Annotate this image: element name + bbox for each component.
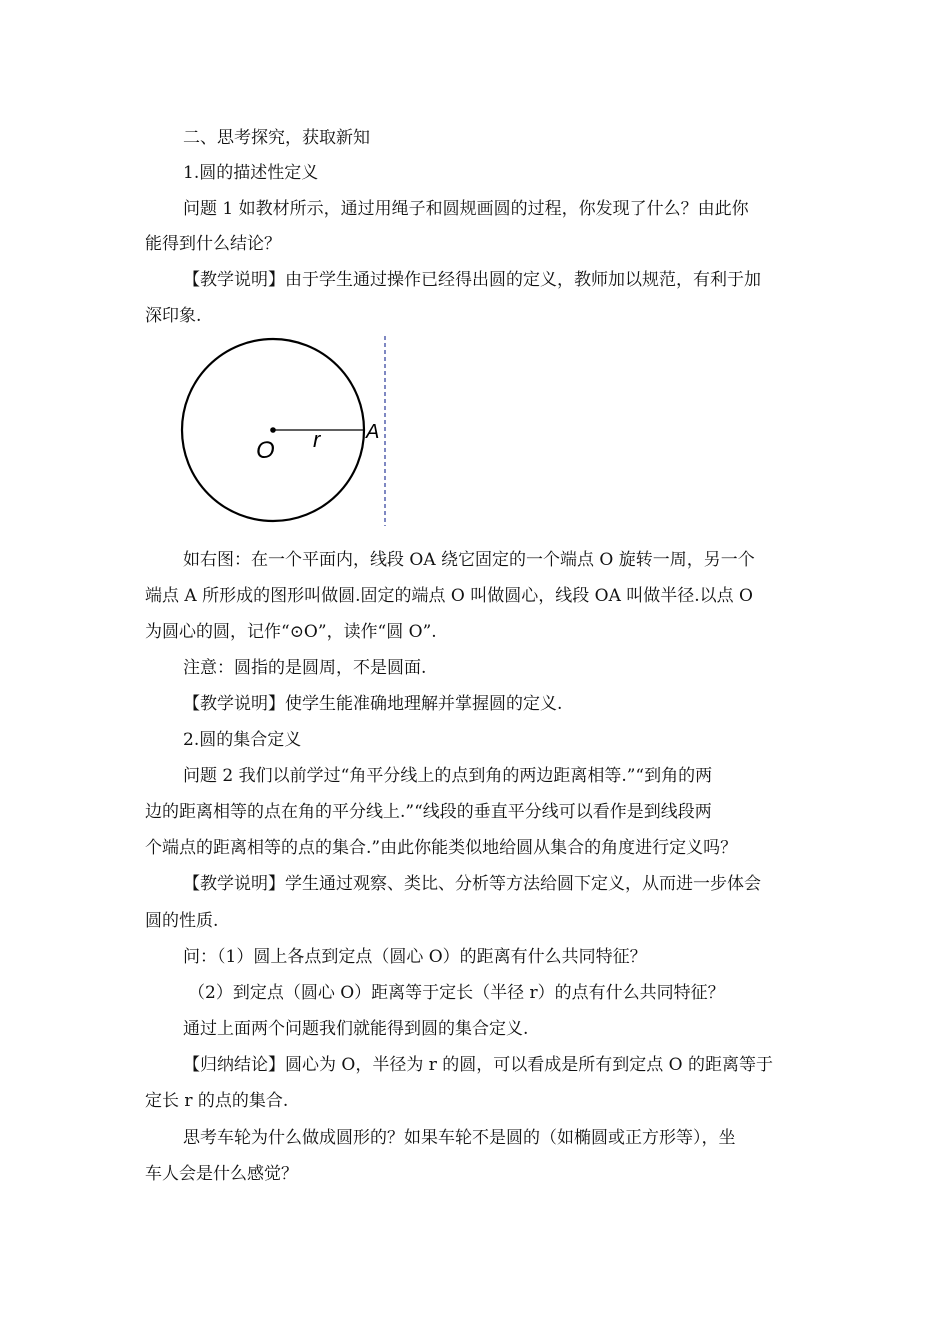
ask-question-1: 问：（1）圆上各点到定点（圆心 O）的距离有什么共同特征？ <box>183 947 647 967</box>
subsection-title-1: 1.圆的描述性定义 <box>183 163 319 183</box>
teaching-note-3-line-2: 圆的性质. <box>145 911 219 931</box>
center-label: O <box>256 437 275 464</box>
think-question-line-1: 思考车轮为什么做成圆形的？如果车轮不是圆的（如椭圆或正方形等），坐 <box>183 1128 736 1148</box>
point-a-label: A <box>366 421 380 443</box>
definition-line-3: 为圆心的圆，记作“⊙O”，读作“圆 O”. <box>145 622 437 642</box>
teaching-note-1-line-2: 深印象. <box>145 306 202 326</box>
teaching-note-2: 【教学说明】使学生能准确地理解并掌握圆的定义. <box>183 694 563 714</box>
question-2-line-2: 边的距离相等的点在角的平分线上.”“线段的垂直平分线可以看作是到线段两 <box>145 802 712 822</box>
think-question-line-2: 车人会是什么感觉？ <box>145 1164 298 1184</box>
question-2-line-3: 个端点的距离相等的点的集合.”由此你能类似地给圆从集合的角度进行定义吗？ <box>145 838 738 858</box>
radius-label: r <box>313 427 321 452</box>
question-1-line-2: 能得到什么结论？ <box>145 234 281 254</box>
summary-line-1: 【归纳结论】圆心为 O，半径为 r 的圆，可以看成是所有到定点 O 的距离等于 <box>183 1055 774 1075</box>
question-1-line-1: 问题 1 如教材所示，通过用绳子和圆规画圆的过程，你发现了什么？由此你 <box>183 199 749 219</box>
teaching-note-3-line-1: 【教学说明】学生通过观察、类比、分析等方法给圆下定义，从而进一步体会 <box>183 874 761 894</box>
subsection-title-2: 2.圆的集合定义 <box>183 730 302 750</box>
caution-text: 注意：圆指的是圆周，不是圆面. <box>183 658 427 678</box>
question-2-line-1: 问题 2 我们以前学过“角平分线上的点到角的两边距离相等.”“到角的两 <box>183 766 713 786</box>
teaching-note-1-line-1: 【教学说明】由于学生通过操作已经得出圆的定义，教师加以规范，有利于加 <box>183 270 761 290</box>
circle-figure <box>170 332 400 532</box>
ask-question-2: （2）到定点（圆心 O）距离等于定长（半径 r）的点有什么共同特征？ <box>188 983 725 1003</box>
definition-line-2: 端点 A 所形成的图形叫做圆.固定的端点 O 叫做圆心，线段 OA 叫做半径.以点 O <box>145 586 753 606</box>
section-heading: 二、思考探究，获取新知 <box>183 128 370 148</box>
circle-diagram <box>170 332 400 532</box>
summary-line-2: 定长 r 的点的集合. <box>145 1091 289 1111</box>
bridge-text: 通过上面两个问题我们就能得到圆的集合定义. <box>183 1019 529 1039</box>
center-point <box>270 427 276 433</box>
definition-line-1: 如右图：在一个平面内，线段 OA 绕它固定的一个端点 O 旋转一周，另一个 <box>183 550 755 570</box>
